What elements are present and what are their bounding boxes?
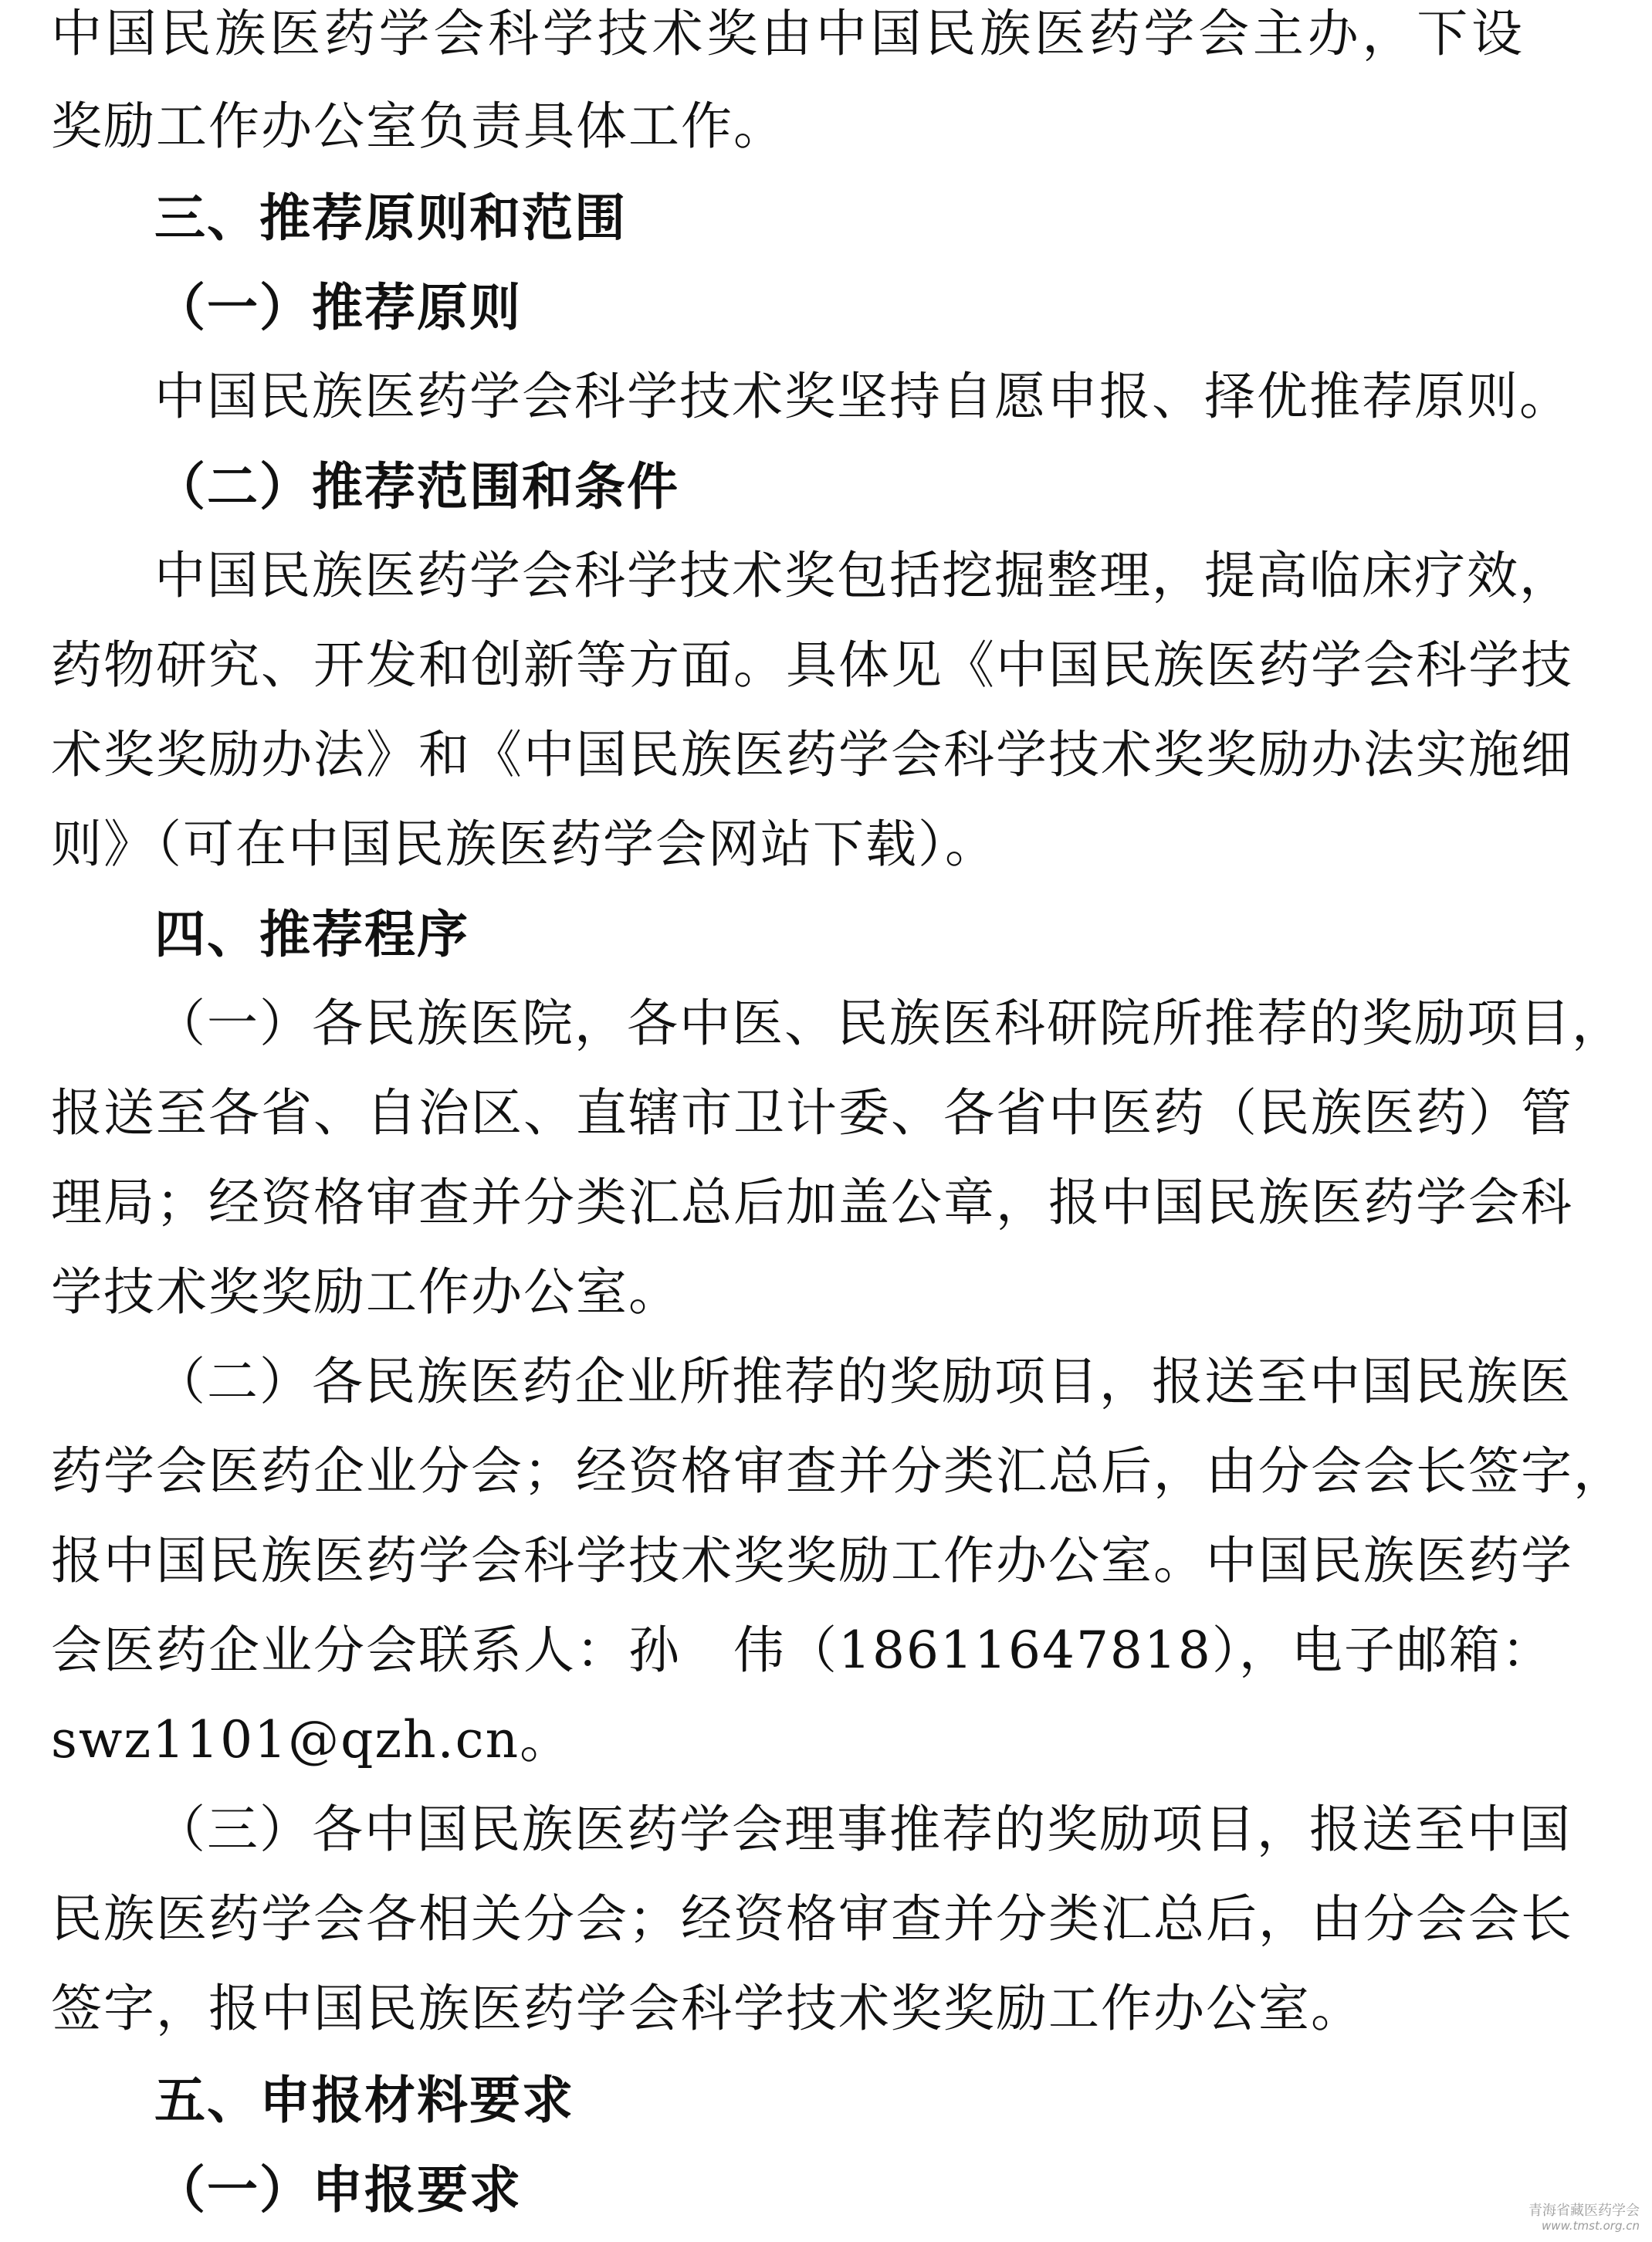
paragraph-line: swz1101@qzh.cn。 xyxy=(51,1710,573,1770)
section-heading: 三、推荐原则和范围 xyxy=(154,188,627,248)
paragraph-line: 中国民族医药学会科学技术奖由中国民族医药学会主办，下设 xyxy=(51,4,1524,63)
paragraph-line: 术奖奖励办法》和《中国民族医药学会科学技术奖奖励办法实施细 xyxy=(51,725,1573,784)
paragraph-line: （二）各民族医药企业所推荐的奖励项目，报送至中国民族医 xyxy=(154,1352,1572,1411)
paragraph-line: 中国民族医药学会科学技术奖坚持自愿申报、择优推荐原则。 xyxy=(154,367,1572,426)
paragraph-line: 中国民族医药学会科学技术奖包括挖掘整理，提高临床疗效， xyxy=(154,546,1572,605)
paragraph-line: 学技术奖奖励工作办公室。 xyxy=(51,1262,681,1322)
watermark-url: www.tmst.org.cn xyxy=(1542,2219,1640,2233)
paragraph-line: 签字，报中国民族医药学会科学技术奖奖励工作办公室。 xyxy=(51,1979,1363,2038)
paragraph-line: （一）各民族医院，各中医、民族医科研院所推荐的奖励项目， xyxy=(154,994,1624,1053)
section-heading: 四、推荐程序 xyxy=(154,904,469,964)
paragraph-line: 奖励工作办公室负责具体工作。 xyxy=(51,97,786,156)
paragraph-line: 理局；经资格审查并分类汇总后加盖公章，报中国民族医药学会科 xyxy=(51,1173,1573,1232)
section-heading: 五、申报材料要求 xyxy=(154,2070,574,2130)
subsection-heading: （一）申报要求 xyxy=(154,2159,522,2220)
subsection-heading: （一）推荐原则 xyxy=(154,277,522,337)
subsection-heading: （二）推荐范围和条件 xyxy=(154,456,679,516)
paragraph-line: 民族医药学会各相关分会；经资格审查并分类汇总后，由分会会长 xyxy=(51,1889,1573,1949)
paragraph-line: 药物研究、开发和创新等方面。具体见《中国民族医药学会科学技 xyxy=(51,635,1573,695)
watermark-name: 青海省藏医药学会 xyxy=(1528,2203,1640,2219)
paragraph-line: 报送至各省、自治区、直辖市卫计委、各省中医药（民族医药）管 xyxy=(51,1083,1573,1143)
paragraph-line: 会医药企业分会联系人：孙 伟（18611647818），电子邮箱： xyxy=(51,1621,1554,1680)
site-watermark xyxy=(1528,2203,1640,2233)
paragraph-line: 药学会医药企业分会；经资格审查并分类汇总后，由分会会长签字， xyxy=(51,1441,1626,1501)
paragraph-line: 报中国民族医药学会科学技术奖奖励工作办公室。中国民族医药学 xyxy=(51,1531,1573,1590)
paragraph-line: 则》（可在中国民族医药学会网站下载）。 xyxy=(51,815,997,874)
paragraph-line: （三）各中国民族医药学会理事推荐的奖励项目，报送至中国 xyxy=(154,1800,1572,1859)
